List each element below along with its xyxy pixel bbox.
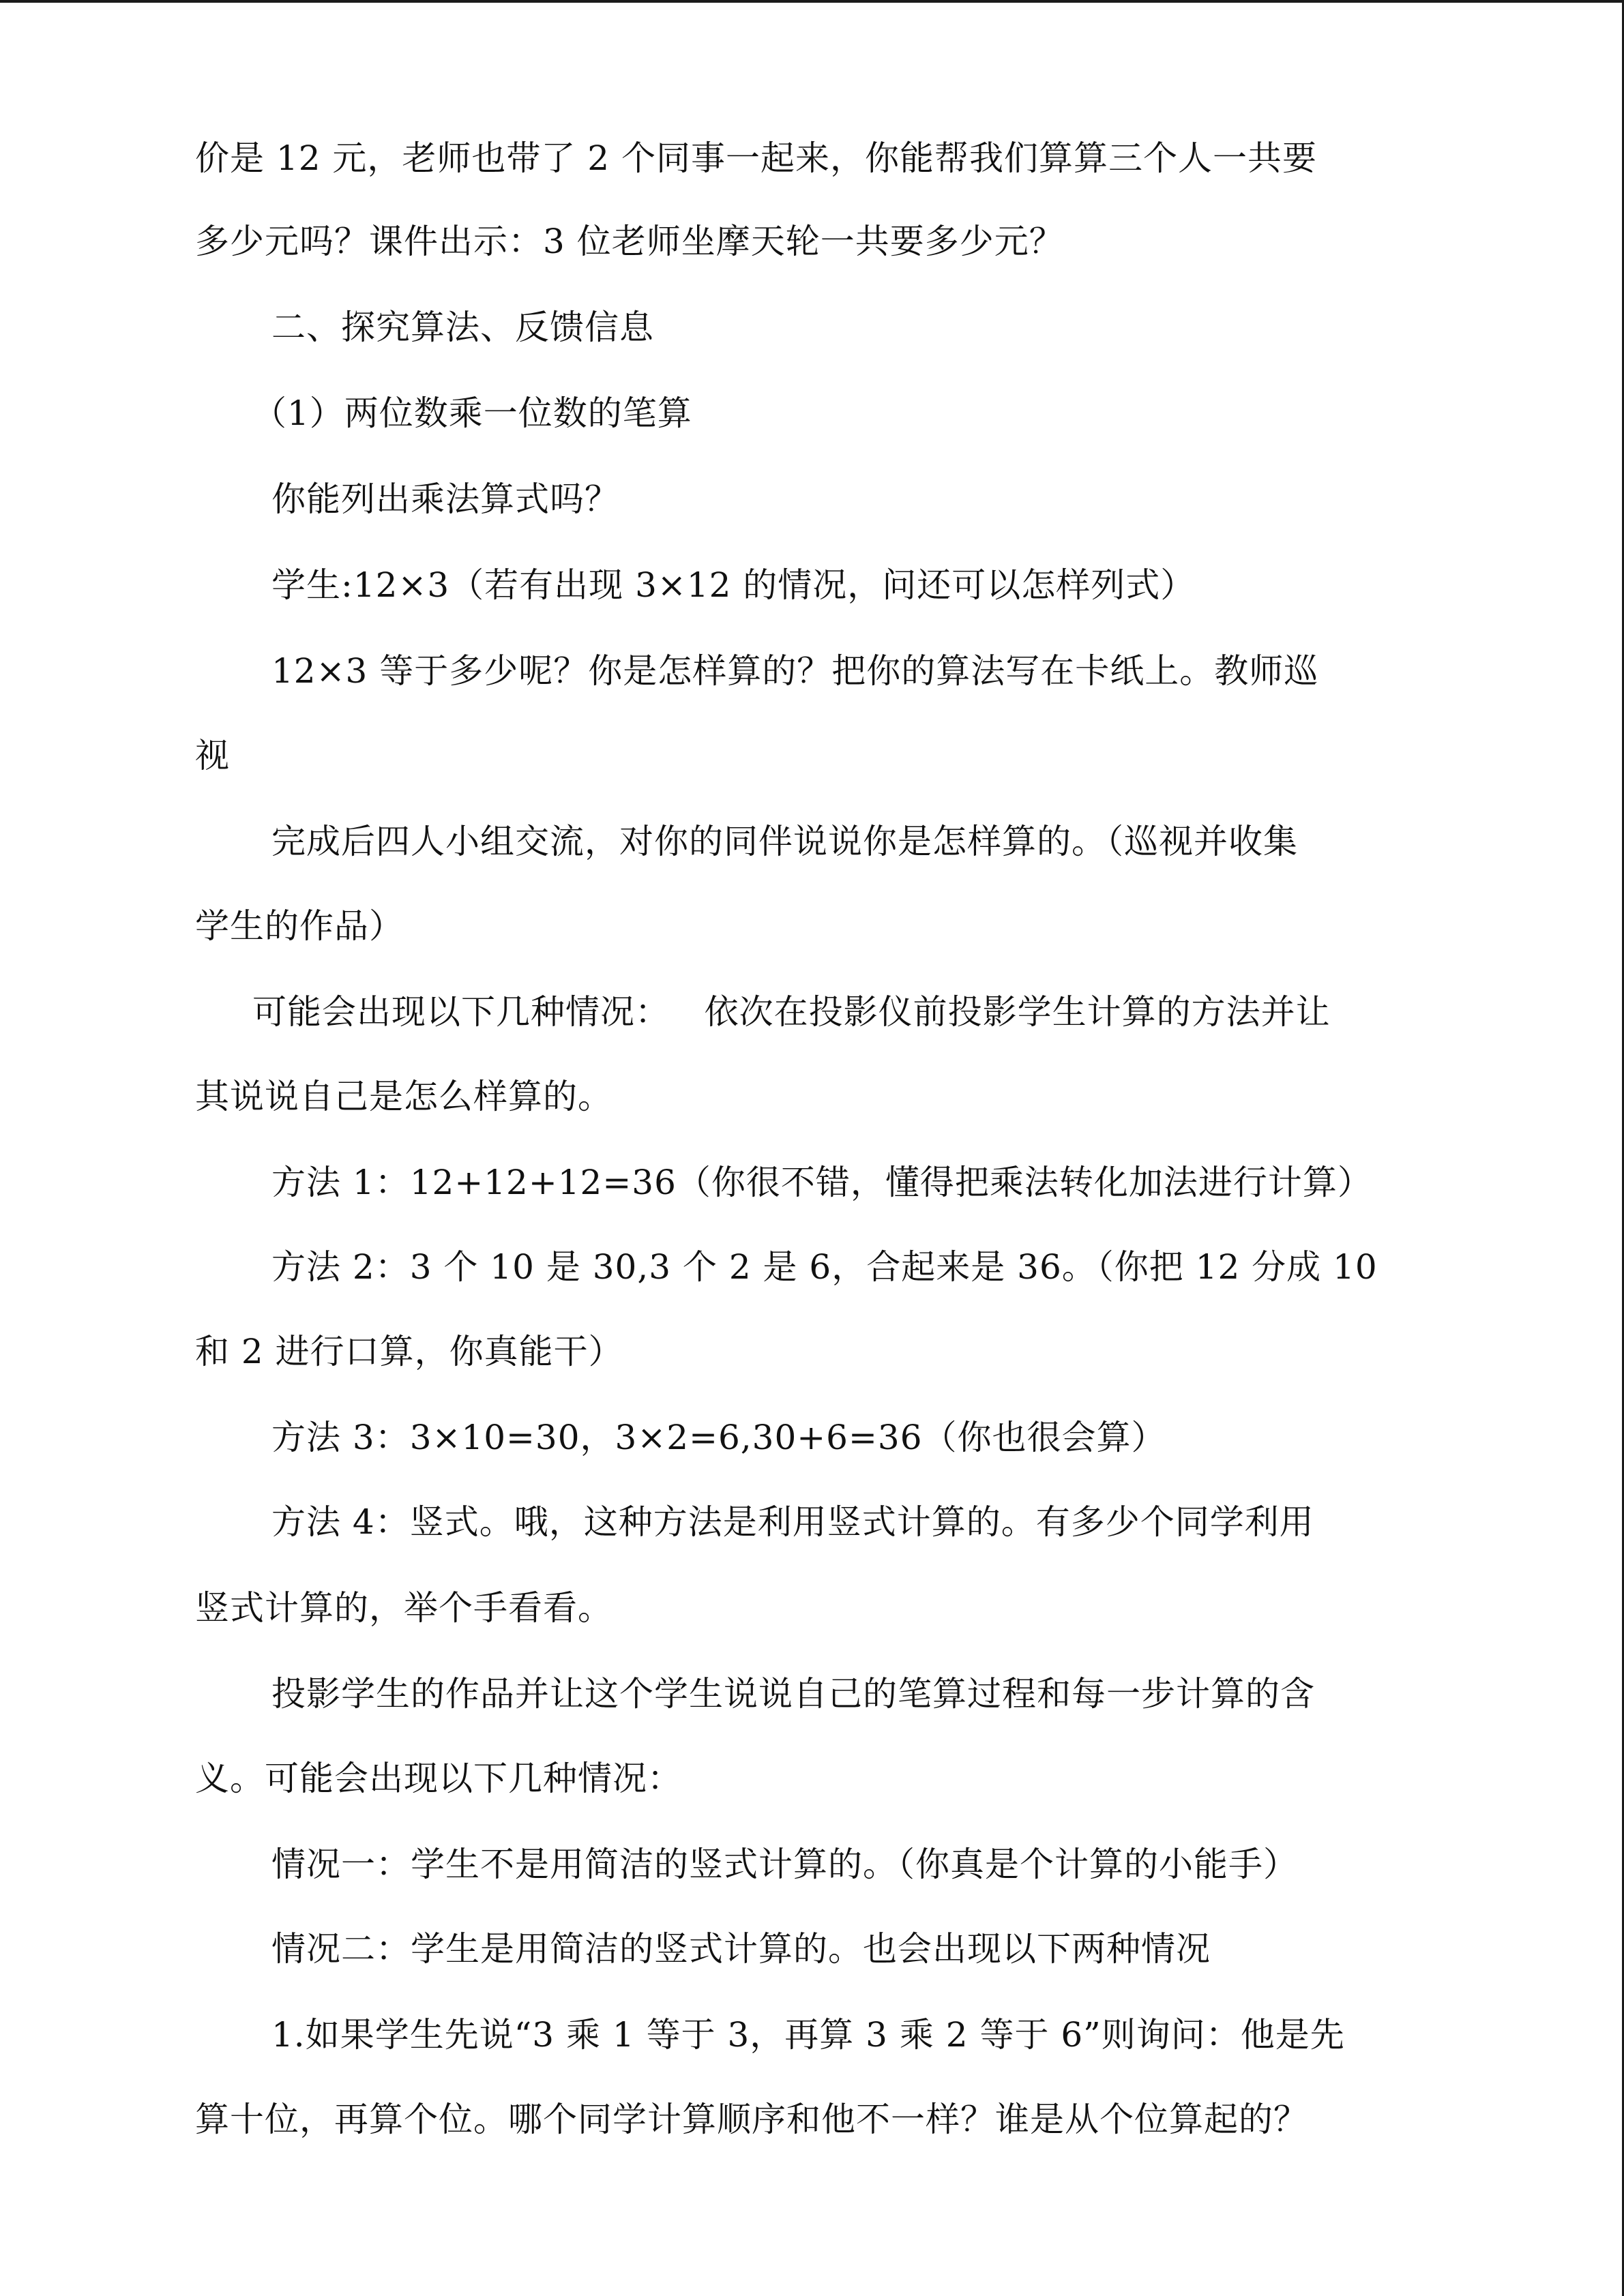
method-3-line: 方法 3：3×10=30，3×2=6,30+6=36（你也很会算） [271, 1418, 1166, 1457]
text-line-10: 学生的作品） [195, 906, 404, 946]
text-line-20: 义。可能会出现以下几种情况： [195, 1759, 682, 1798]
text-line-11: 可能会出现以下几种情况： 依次在投影仪前投影学生计算的方法并让 [252, 992, 1331, 1032]
text-line-7: 12×3 等于多少呢？你是怎样算的？把你的算法写在卡纸上。教师巡 [271, 651, 1319, 691]
text-line-12: 其说说自己是怎么样算的。 [195, 1077, 612, 1116]
method-4-line: 方法 4：竖式。哦，这种方法是利用竖式计算的。有多少个同学利用 [271, 1502, 1314, 1542]
method-1-line: 方法 1：12+12+12=36（你很不错，懂得把乘法转化加法进行计算） [271, 1163, 1372, 1202]
section-heading: 二、探究算法、反馈信息 [271, 308, 654, 347]
case-1-line: 情况一：学生不是用简洁的竖式计算的。（你真是个计算的小能手） [271, 1845, 1298, 1884]
text-line-5: 你能列出乘法算式吗？ [271, 479, 619, 519]
text-line-18: 竖式计算的，举个手看看。 [195, 1588, 612, 1628]
text-line-9: 完成后四人小组交流，对你的同伴说说你是怎样算的。（巡视并收集 [271, 822, 1298, 861]
text-line-15: 和 2 进行口算，你真能干） [195, 1332, 623, 1371]
text-line-19: 投影学生的作品并让这个学生说说自己的笔算过程和每一步计算的含 [271, 1674, 1315, 1714]
text-line-23: 1.如果学生先说“3 乘 1 等于 3，再算 3 乘 2 等于 6”则询问：他是先 [271, 2015, 1345, 2055]
text-line-2: 多少元吗？课件出示：3 位老师坐摩天轮一共要多少元？ [195, 222, 1064, 261]
text-line-6: 学生:12×3（若有出现 3×12 的情况，问还可以怎样列式） [271, 565, 1196, 605]
text-line-24: 算十位，再算个位。哪个同学计算顺序和他不一样？谁是从个位算起的？ [195, 2100, 1308, 2139]
method-2-line: 方法 2：3 个 10 是 30,3 个 2 是 6，合起来是 36。（你把 12 分成 10 [271, 1247, 1378, 1287]
case-2-line: 情况二：学生是用简洁的竖式计算的。也会出现以下两种情况 [271, 1929, 1211, 1969]
text-line-1: 价是 12 元，老师也带了 2 个同事一起来，你能帮我们算算三个人一共要 [195, 138, 1318, 178]
subsection-heading: （1）两位数乘一位数的笔算 [252, 393, 692, 433]
text-line-8: 视 [195, 736, 230, 775]
